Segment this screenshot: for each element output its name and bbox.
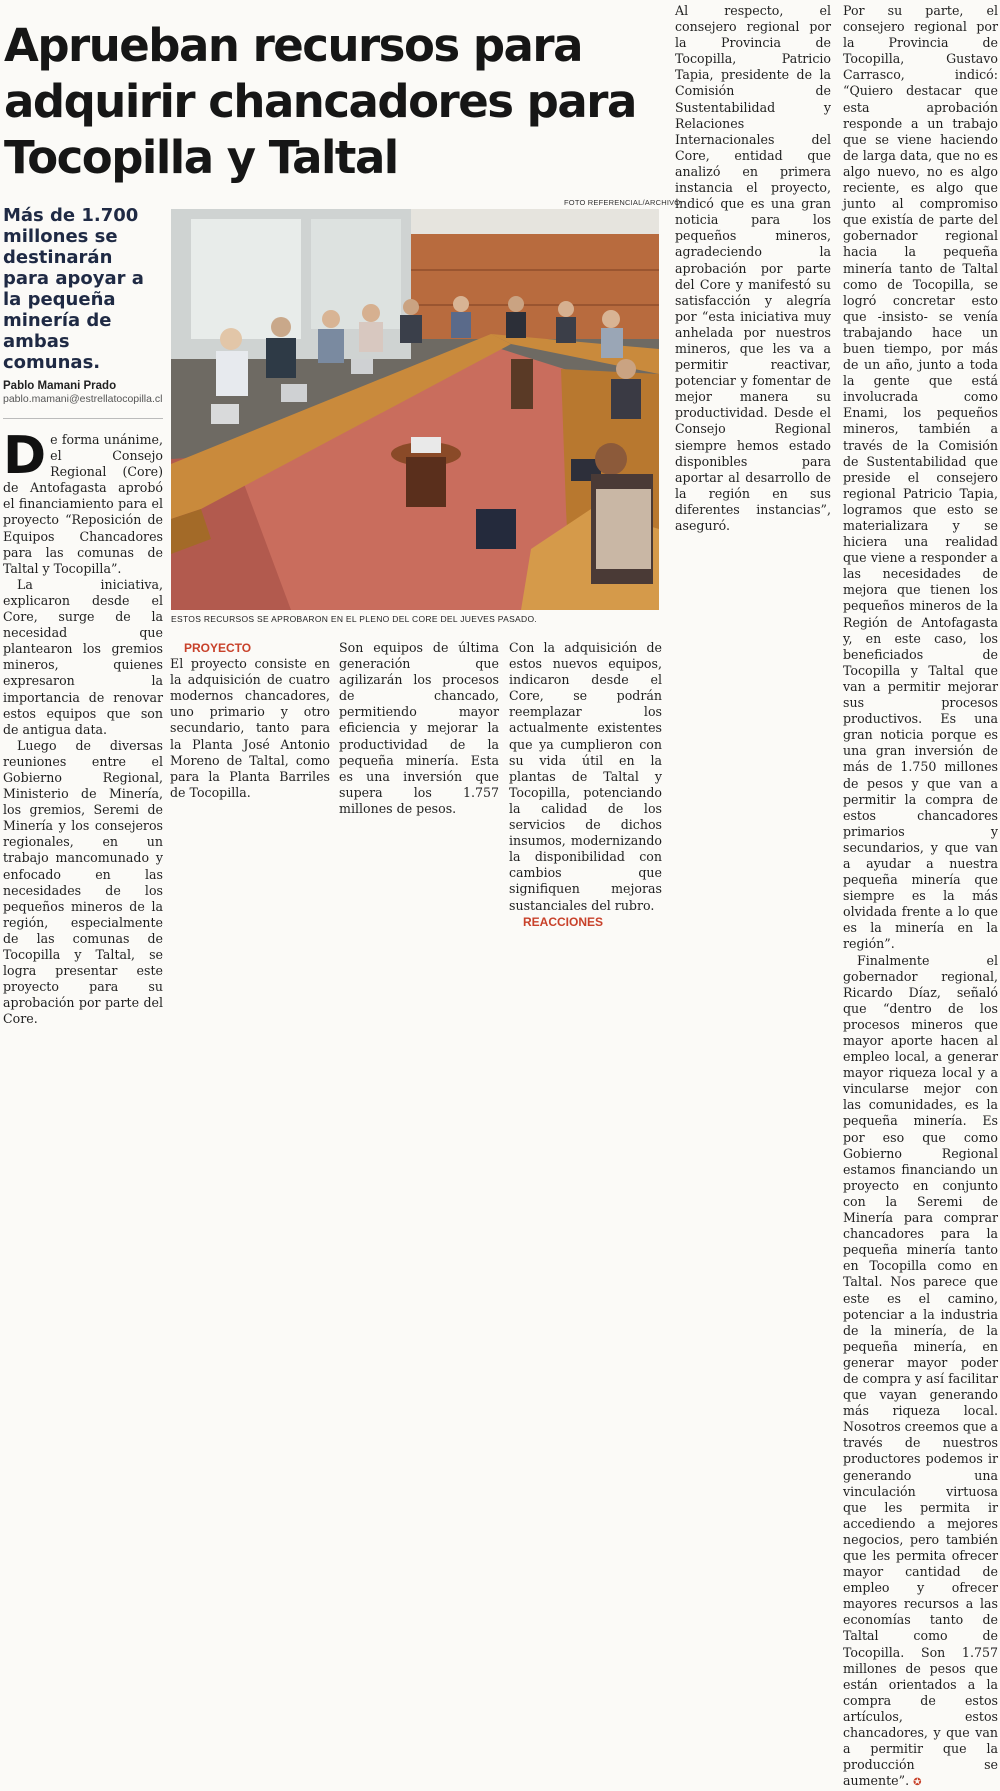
end-mark-icon: ✪	[913, 1777, 922, 1789]
body-column-1	[3, 426, 163, 1027]
paragraph-3: Luego de diversas reuniones entre el Gobierno Regional, Ministerio de Minería, los gremios, Seremi de Minería y los consejeros regionales, en un trabajo mancomunado y enfocado en las necesidades de los pequeños mineros de la región, especialmente de las comunas de Tocopilla y Taltal, se logra presentar este proyecto para su aprobación por parte del Core.	[3, 737, 163, 1027]
photo-caption: ESTOS RECURSOS SE APROBARON EN EL PLENO DEL CORE DEL JUEVES PASADO.	[171, 614, 538, 624]
paragraph-9-text: Finalmente el gobernador regional, Ricardo Díaz, señaló que “dentro de los procesos mineros que mayor aporte hacen al empleo local, a generar mayor riqueza local y a vincularse mejor con las comunidades, es la pequeña minería. Es por eso que como Gobierno Regional estamos financiando un proyecto en conjunto con la Seremi de Minería para comprar chancadores para la pequeña minería tanto en Tocopilla como en Taltal. Nos parece que este es el camino, potenciar a la industria de la minería, de la pequeña minería, en generar mayor poder de compra y así facilitar que vayan generando más riqueza local. Nosotros creemos que a través de nuestros productores podemos ir generando una vinculación virtuosa que les permita ir accediendo a mejores negocios, pero también que les permita ofrecer mayor cantidad de empleo y ofrecer mayores recursos a las economías tanto de Taltal como de Tocopilla. Son 1.757 millones de pesos que están orientados a la compra de estos artículos, estos chancadores, y que van a permitir que la producción se aumente”.	[843, 952, 998, 1789]
photo-credit: FOTO REFERENCIAL/ARCHIVO	[564, 198, 681, 207]
body-column-5	[675, 3, 831, 534]
headline: Aprueban recursos para adquirir chancadores para Tocopilla y Taltal	[4, 19, 636, 184]
author-name: Pablo Mamani Prado	[3, 380, 117, 392]
byline	[3, 380, 168, 405]
subheading-reacciones: REACCIONES	[523, 914, 604, 929]
paragraph-1-text: e forma unánime, el Consejo Regional (Core) de Antofagasta aprobó el financiamiento para el proyecto “Reposición de Equipos Chancadores para las comunas de Taltal y Tocopilla”.	[3, 432, 163, 576]
paragraph-1	[3, 426, 163, 577]
article-photo	[171, 209, 659, 610]
paragraph-8: Por su parte, el consejero regional por la Provincia de Tocopilla, Gustavo Carrasco, indicó: “Quiero destacar que esta aprobación responde a un trabajo que se viene haciendo de larga data, que no es algo nuevo, no es algo reciente, es algo que junto al compromiso que existía de parte del gobernador regional hacia la pequeña minería tanto de Taltal como de Tocopilla, se logró concretar esto que -insisto- se venía trabajando hace un buen tiempo, por más de un año, junto a toda la gente que está involucrada como Enami, los pequeños mineros, también a través de la Comisión de Sustentabilidad que preside el consejero regional Patricio Tapia, logramos que esto se materializara y se hiciera una realidad que viene a responder a las necesidades de mejora que tienen los pequeños mineros de la Región de Antofagasta y, en este caso, los beneficiados de Tocopilla y Taltal que van a permitir mejorar sus procesos productivos. Es una gran noticia porque es una gran inversión de más de 1.750 millones de pesos y que van a permitir la compra de estos chancadores primarios y secundarios, y que van a ayudar a nuestra pequeña minería que siempre es la más olvidada frente a lo que es la minería en la región”.	[843, 3, 998, 952]
body-column-4	[509, 640, 662, 930]
paragraph-5: Son equipos de última generación que agilizarán los procesos de chancado, permitiendo mayor eficiencia y mejorar la productividad de la pequeña minería. Esta es una inversión que supera los 1.757 millones de pesos.	[339, 640, 499, 816]
paragraph-4: El proyecto consiste en la adquisición de cuatro modernos chancadores, uno primario y otro secundario, tanto para la Planta José Antonio Moreno de Taltal, como para la Planta Barriles de Tocopilla.	[170, 656, 330, 800]
author-email[interactable]: pablo.mamani@estrellatocopilla.cl	[3, 393, 163, 405]
body-column-6	[843, 3, 998, 1791]
byline-divider	[3, 418, 163, 419]
body-column-3	[339, 640, 499, 817]
body-column-2	[170, 640, 330, 801]
paragraph-6: Con la adquisición de estos nuevos equipos, indicaron desde el Core, se podrán reemplazar los actualmente existentes que ya cumplieron con su vida útil en la plantas de Taltal y Tocopilla, potenciando la calidad de los servicios de dichos insumos, modernizando la disponibilidad con cambios que signifiquen mejoras sustanciales del rubro.	[509, 640, 662, 913]
paragraph-9	[843, 953, 998, 1791]
subheading-proyecto: PROYECTO	[184, 641, 252, 655]
drop-cap: D	[3, 426, 47, 486]
paragraph-7: Al respecto, el consejero regional por la Provincia de Tocopilla, Patricio Tapia, presidente de la Comisión de Sustentabilidad y Relaciones Internacionales del Core, entidad que analizó en primera instancia el proyecto, indicó que es una gran noticia para los pequeños mineros, agradeciendo la aprobación por parte del Core y manifestó su satisfacción y alegría por “esta iniciativa muy anhelada por nuestros mineros, que les va a permitir reactivar, potenciar y fomentar de mejor manera su productividad. Desde el Consejo Regional siempre hemos estado disponibles para aportar al desarrollo de la región en sus diferentes instancias”, aseguró.	[675, 3, 831, 533]
deck-subtitle: Más de 1.700 millones se destinarán para apoyar a la pequeña minería de ambas comunas.	[3, 205, 144, 373]
paragraph-2: La iniciativa, explicaron desde el Core, surge de la necesidad que plantearon los gremios mineros, quienes expresaron la importancia de renovar estos equipos que son de antigua data.	[3, 576, 163, 737]
meeting-room-illustration	[171, 209, 659, 610]
